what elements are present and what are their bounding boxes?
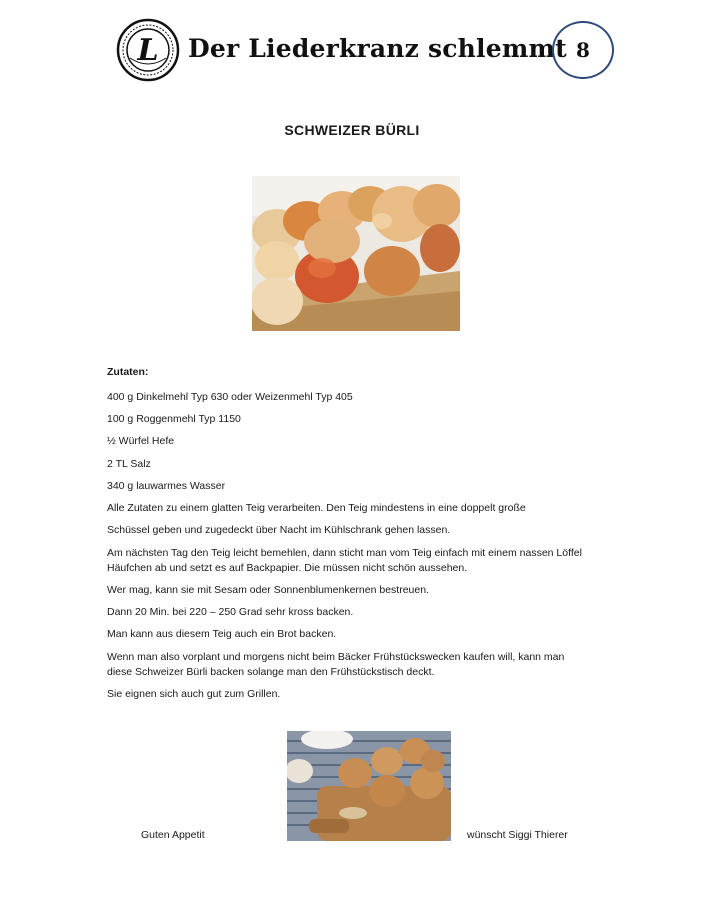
instruction-line: Wer mag, kann sie mit Sesam oder Sonnenblumenkernen bestreuen. xyxy=(107,584,429,596)
instruction-line: Sie eignen sich auch gut zum Grillen. xyxy=(107,688,281,700)
instruction-line: Am nächsten Tag den Teig leicht bemehlen, dann sticht man vom Teig einfach mit einem nassen Löffel xyxy=(107,547,582,559)
liederkranz-logo-icon xyxy=(116,18,180,82)
ingredient-item: 2 TL Salz xyxy=(107,458,151,470)
ingredients-heading: Zutaten: xyxy=(107,366,149,378)
instruction-line: diese Schweizer Bürli backen solange man den Frühstückstisch deckt. xyxy=(107,666,435,678)
footer-greeting: Guten Appetit xyxy=(141,829,205,841)
recipe-title: SCHWEIZER BÜRLI xyxy=(284,122,420,138)
instruction-line: Alle Zutaten zu einem glatten Teig verarbeiten. Den Teig mindestens in eine doppelt große xyxy=(107,502,526,514)
header-title: Der Liederkranz schlemmt xyxy=(188,34,567,63)
instruction-line: Schüssel geben und zugedeckt über Nacht im Kühlschrank gehen lassen. xyxy=(107,524,451,536)
svg-text:L: L xyxy=(137,33,159,68)
bread-rolls-board-photo xyxy=(287,731,451,841)
ingredient-item: ½ Würfel Hefe xyxy=(107,435,175,447)
bread-rolls-photo xyxy=(252,176,460,331)
instruction-line: Wenn man also vorplant und morgens nicht beim Bäcker Frühstückswecken kaufen will, kann man xyxy=(107,651,565,663)
ingredient-item: 100 g Roggenmehl Typ 1150 xyxy=(107,413,241,425)
page-header xyxy=(0,0,704,110)
instruction-line: Dann 20 Min. bei 220 – 250 Grad sehr kross backen. xyxy=(107,606,354,618)
instruction-line: Man kann aus diesem Teig auch ein Brot backen. xyxy=(107,628,337,640)
ingredient-item: 340 g lauwarmes Wasser xyxy=(107,480,226,492)
ingredient-item: 400 g Dinkelmehl Typ 630 oder Weizenmehl Typ 405 xyxy=(107,391,353,403)
footer-author: wünscht Siggi Thierer xyxy=(467,829,568,841)
page-number-badge xyxy=(552,21,614,79)
instruction-line: Häufchen ab und setzt es auf Backpapier. Die müssen nicht schön aussehen. xyxy=(107,562,468,574)
page-number: 8 xyxy=(576,38,590,62)
